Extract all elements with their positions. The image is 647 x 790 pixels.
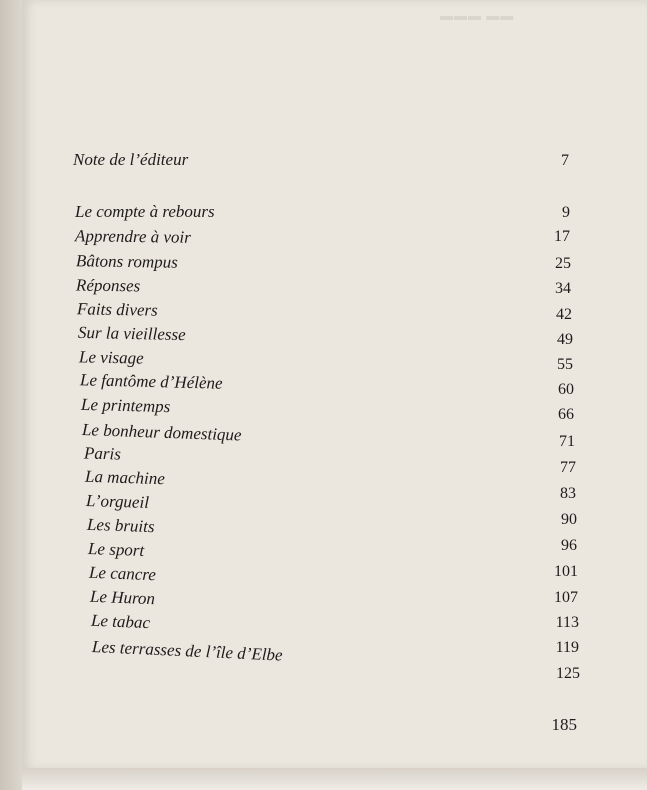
toc-title: Le compte à rebours <box>75 202 215 221</box>
toc-page: 66 <box>558 406 574 423</box>
toc-title-intro: Note de l’éditeur <box>73 150 189 169</box>
toc-page: 71 <box>559 433 575 450</box>
toc-page: 55 <box>557 356 573 373</box>
toc-title: Bâtons rompus <box>75 251 178 272</box>
page-number: 185 <box>551 715 577 734</box>
toc-title: Faits divers <box>76 299 158 320</box>
toc-page: 96 <box>561 537 577 554</box>
toc-page: 34 <box>555 280 571 297</box>
toc-page: 77 <box>560 459 576 476</box>
toc-page: 49 <box>557 331 573 348</box>
toc-title: Le sport <box>87 539 145 560</box>
toc-title: L’orgueil <box>85 491 150 512</box>
page-bottom-edge <box>22 768 647 790</box>
toc-page: 107 <box>554 589 578 606</box>
toc-page: 113 <box>555 614 579 631</box>
toc-title: Le cancre <box>88 562 157 585</box>
toc-page: 25 <box>555 255 571 272</box>
toc-title: Le Huron <box>89 586 156 609</box>
toc-page-intro: 7 <box>561 152 569 169</box>
toc-page: 17 <box>554 228 570 245</box>
toc-title: Le bonheur domestique <box>81 420 242 445</box>
toc-page: 125 <box>556 665 580 682</box>
toc-title: Les terrasses de l’île d’Elbe <box>91 637 284 665</box>
toc-title: Le visage <box>78 347 144 368</box>
toc-page: 42 <box>556 306 572 323</box>
toc-page: 101 <box>554 563 578 580</box>
toc-page: 119 <box>555 639 579 656</box>
toc-title: Sur la vieillesse <box>77 322 186 345</box>
toc-page: 9 <box>562 204 570 221</box>
toc-title: Réponses <box>75 275 141 296</box>
show-through-texture: ▬▬▬ ▬▬ <box>440 8 515 23</box>
toc-title: La machine <box>84 466 166 489</box>
toc-page: 90 <box>561 511 577 528</box>
page-gutter <box>0 0 22 790</box>
toc-title: Le fantôme d’Hélène <box>79 370 223 393</box>
toc-title: Les bruits <box>86 514 155 537</box>
toc-title: Le tabac <box>90 610 151 633</box>
toc-title: Paris <box>83 443 122 464</box>
toc-title: Apprendre à voir <box>74 226 191 247</box>
toc-page: 60 <box>558 381 574 398</box>
toc-title: Le printemps <box>80 394 171 417</box>
toc-page: 83 <box>560 485 576 502</box>
